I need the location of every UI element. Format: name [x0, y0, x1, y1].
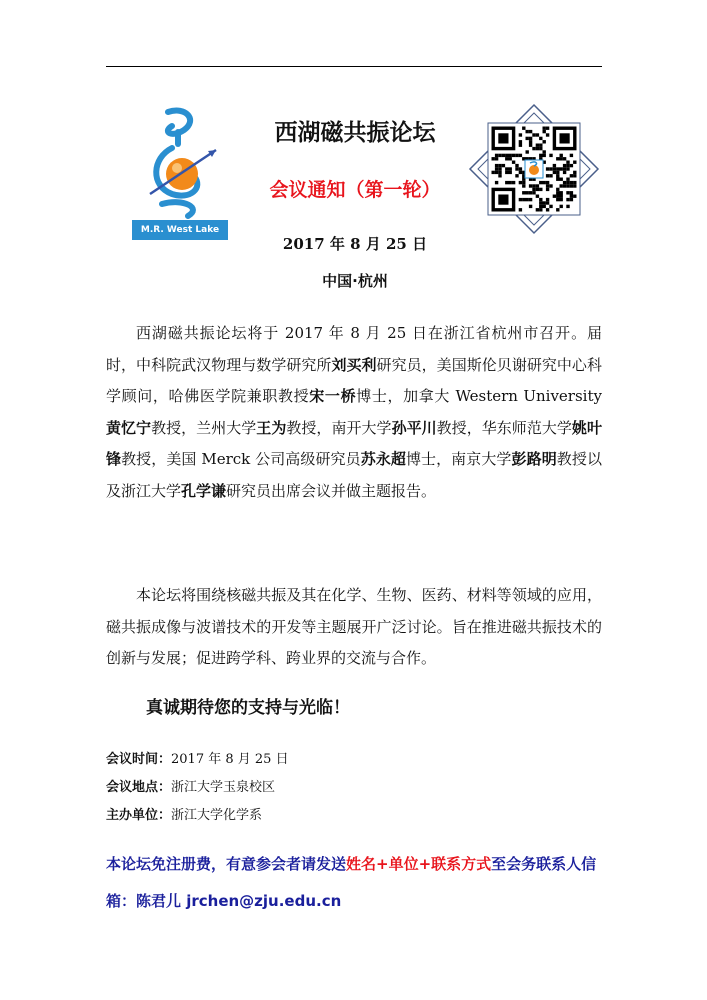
welcome-text: 真诚期待您的支持与光临！ — [146, 698, 350, 718]
speaker-name: 孔学谦 — [181, 481, 227, 500]
conference-place: 中国·杭州 — [322, 272, 388, 290]
paragraph-text: 教授，美国 Merck 公司高级研究员 — [121, 450, 361, 468]
notice-contact: 至会务联系人信箱：陈君儿 jrchen@zju.edu.cn — [106, 855, 597, 910]
paragraph-text: 博士，南京大学 — [405, 450, 512, 468]
registration-notice — [106, 846, 606, 920]
meeting-time-label: 会议时间： — [106, 752, 172, 767]
forum-title: 西湖磁共振论坛 — [274, 120, 436, 146]
speaker-name: 彭路明 — [511, 450, 557, 468]
paragraph-text: 研究员出席会议并做主题报告。 — [226, 481, 437, 500]
speaker-name: 王为 — [256, 418, 287, 437]
paragraph-text: 西湖磁共振论坛将于 2017 年 8 月 25 日在浙江省杭州市召开。届时，中科院武汉物理与数学研究所 — [106, 324, 602, 374]
paragraph-text: 博士，加拿大 Western University — [356, 387, 602, 405]
paragraph-text: 教授，南开大学 — [286, 418, 392, 437]
paragraph-text: 教授，华东师范大学 — [436, 418, 572, 437]
meeting-host — [106, 804, 262, 823]
speaker-name: 孙平川 — [391, 418, 437, 437]
logo-graphic — [132, 104, 228, 220]
conference-logo — [132, 104, 228, 240]
notice-part1: 本论坛免注册费，有意参会者请发送 — [106, 855, 347, 873]
logo-badge: M.R. West Lake — [132, 220, 228, 240]
speaker-name: 黄忆宁 — [106, 418, 152, 437]
qr-code-graphic — [468, 103, 600, 235]
meeting-location-label: 会议地点： — [106, 780, 172, 795]
notice-subtitle: 会议通知（第一轮） — [269, 179, 441, 201]
paragraph-text: 研究员，美国斯伦贝谢研究中心科学顾问，哈佛医学院兼职教授 — [106, 355, 602, 405]
meeting-host-value: 浙江大学化学系 — [171, 808, 263, 823]
meeting-location-value: 浙江大学玉泉校区 — [171, 780, 276, 795]
intro-paragraph — [106, 318, 602, 507]
meeting-host-label: 主办单位： — [106, 808, 172, 823]
speaker-name: 刘买利 — [331, 355, 377, 374]
speaker-name: 苏永超 — [360, 450, 406, 468]
speaker-name: 宋一桥 — [309, 387, 357, 405]
conference-date: 2017 年 8 月 25 日 — [282, 235, 428, 253]
meeting-location — [106, 776, 275, 795]
top-rule — [106, 66, 602, 67]
qr-code[interactable] — [468, 103, 600, 235]
paragraph-text: 教授，兰州大学 — [151, 418, 257, 437]
meeting-time-value: 2017 年 8 月 25 日 — [171, 752, 289, 767]
meeting-time — [106, 748, 289, 767]
notice-required-info: 姓名+单位+联系方式 — [346, 855, 492, 873]
speaker-name: 姚叶锋 — [106, 418, 602, 468]
topic-paragraph: 本论坛将围绕核磁共振及其在化学、生物、医药、材料等领域的应用，磁共振成像与波谱技术的开发等主题展开广泛讨论。旨在推进磁共振技术的创新与发展；促进跨学科、跨业界的交流与合作。 — [106, 586, 602, 667]
paragraph-text: 教授以及浙江大学 — [106, 450, 602, 500]
